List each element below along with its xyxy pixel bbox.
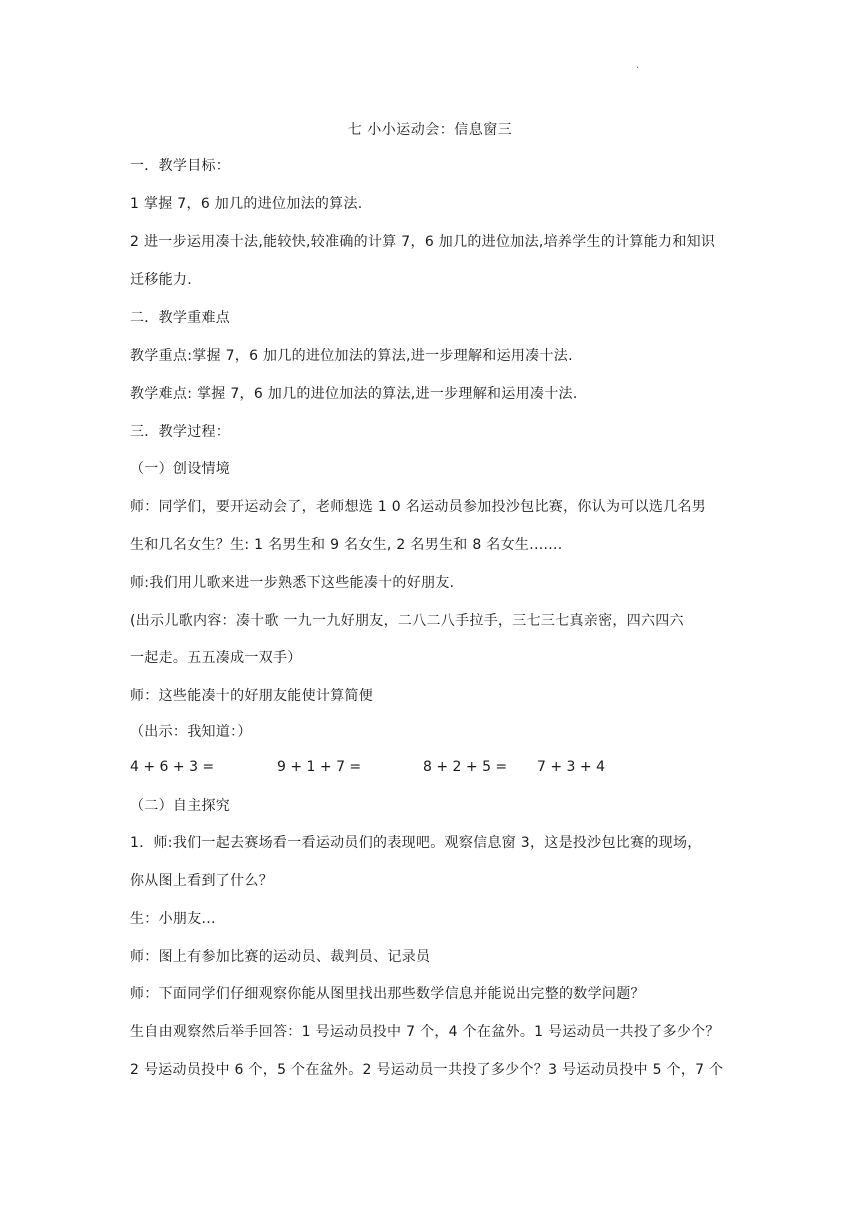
paragraph-line: 教学难点: 掌握 7，6 加几的进位加法的算法,进一步理解和运用凑十法. bbox=[130, 386, 578, 402]
paragraph-line: 师：下面同学们仔细观察你能从图里找出那些数学信息并能说出完整的数学问题？ bbox=[130, 986, 645, 1002]
paragraph-line: 迁移能力. bbox=[130, 272, 192, 288]
heading-key-points: 二．教学重难点 bbox=[130, 310, 231, 326]
paragraph-line: 你从图上看到了什么？ bbox=[130, 873, 273, 889]
paragraph-line: 1．师:我们一起去赛场看一看运动员们的表现吧。观察信息窗 3，这是投沙包比赛的现场， bbox=[130, 835, 702, 851]
paragraph-line: 生：小朋友... bbox=[130, 911, 216, 927]
paragraph-line: 师：同学们，要开运动会了，老师想选 1 0 名运动员参加投沙包比赛，你认为可以选几名男 bbox=[130, 499, 707, 515]
paragraph-line: 2 进一步运用凑十法,能较快,较准确的计算 7，6 加几的进位加法,培养学生的计算能力和知识 bbox=[130, 234, 716, 250]
header-dot: . bbox=[636, 60, 640, 71]
subheading-exploration: （二）自主探究 bbox=[130, 798, 231, 814]
paragraph-line: 一起走。五五凑成一双手） bbox=[130, 650, 302, 666]
heading-process: 三．教学过程： bbox=[130, 424, 231, 440]
equation: 8 + 2 + 5 = bbox=[423, 759, 508, 775]
equation: 4 + 6 + 3 = bbox=[130, 759, 215, 775]
subheading-scenario: （一）创设情境 bbox=[130, 461, 231, 477]
paragraph-line: 教学重点:掌握 7，6 加几的进位加法的算法,进一步理解和运用凑十法. bbox=[130, 348, 573, 364]
paragraph-line: 师：这些能凑十的好朋友能使计算简便 bbox=[130, 688, 374, 704]
equation: 9 + 1 + 7 = bbox=[277, 759, 362, 775]
paragraph-line: (出示儿歌内容：凑十歌 一九一九好朋友，二八二八手拉手，三七三七真亲密，四六四六 bbox=[130, 613, 684, 629]
equation: 7 + 3 + 4 bbox=[537, 759, 605, 775]
paragraph-line: 2 号运动员投中 6 个，5 个在盆外。2 号运动员一共投了多少个？3 号运动员投中 5 个，7 个 bbox=[130, 1062, 724, 1078]
paragraph-line: 生和几名女生？生: 1 名男生和 9 名女生, 2 名男生和 8 名女生....... bbox=[130, 537, 563, 553]
paragraph-line: 生自由观察然后举手回答：1 号运动员投中 7 个，4 个在盆外。1 号运动员一共投了多少个？ bbox=[130, 1024, 720, 1040]
paragraph-line: 师:我们用儿歌来进一步熟悉下这些能凑十的好朋友. bbox=[130, 575, 455, 591]
paragraph-line: 师：图上有参加比赛的运动员、裁判员、记录员 bbox=[130, 949, 431, 965]
paragraph-line: （出示：我知道：） bbox=[130, 724, 252, 740]
paragraph-line: 1 掌握 7，6 加几的进位加法的算法. bbox=[130, 196, 363, 212]
equation-row bbox=[130, 759, 730, 779]
page-title: 七 小小运动会：信息窗三 bbox=[347, 122, 513, 138]
heading-objectives: 一．教学目标： bbox=[130, 158, 231, 174]
